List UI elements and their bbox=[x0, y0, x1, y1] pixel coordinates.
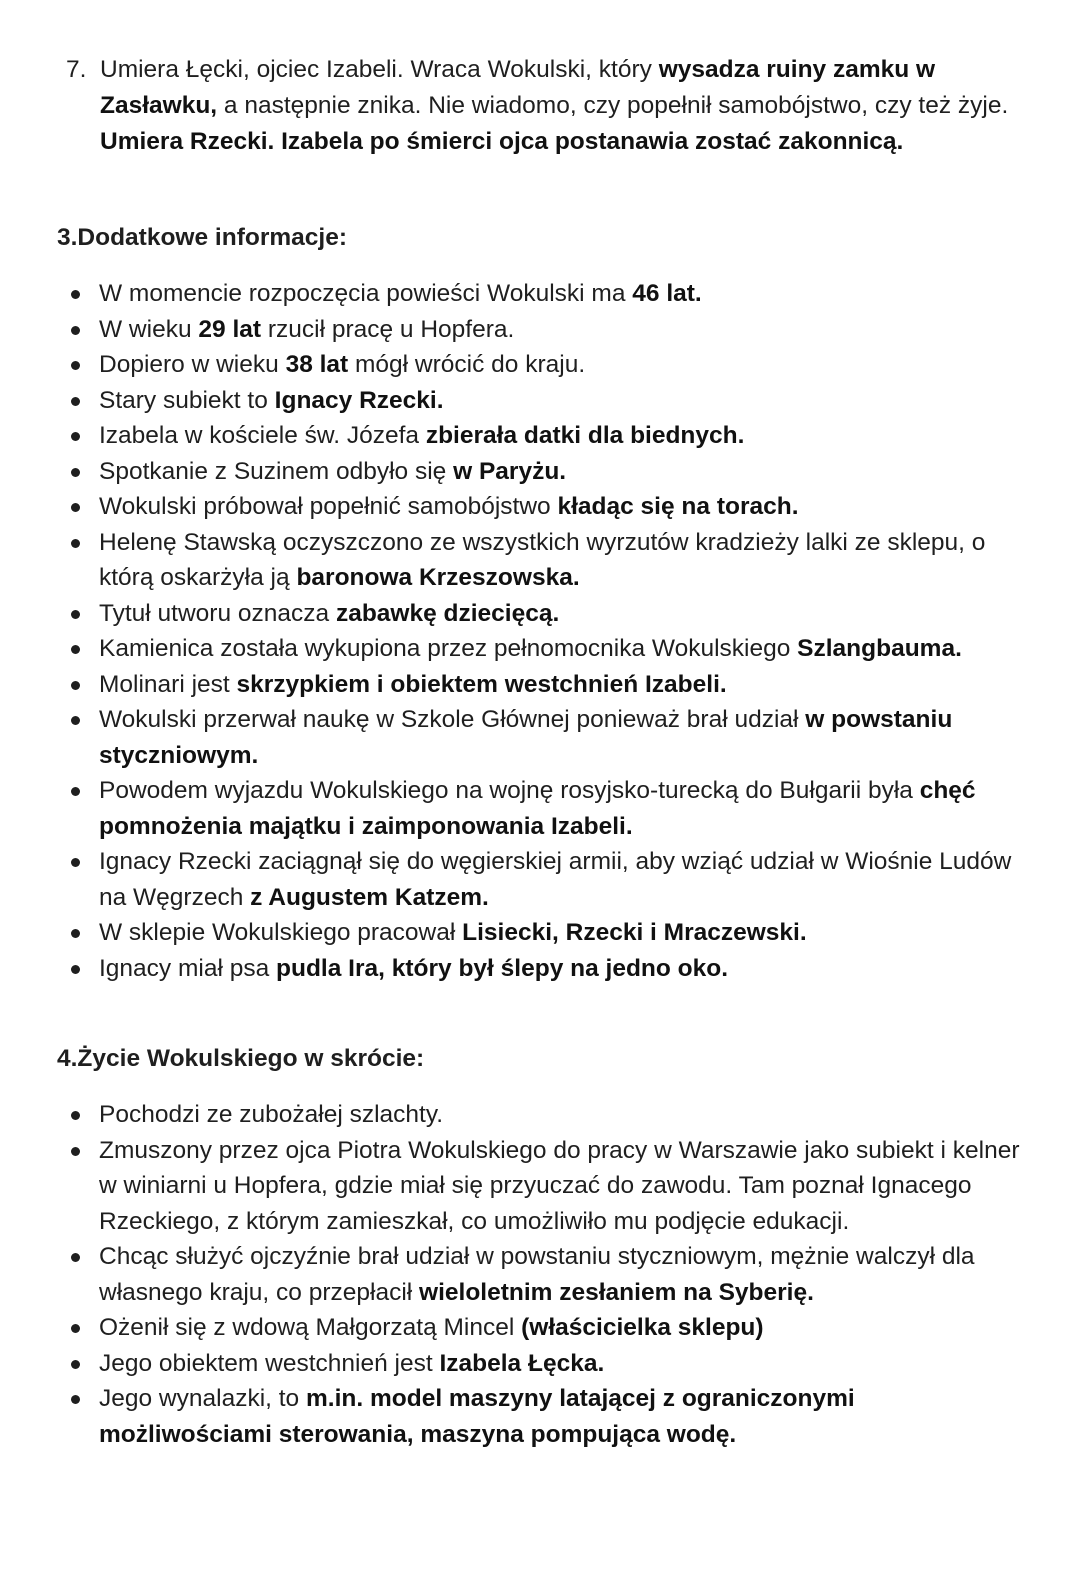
list-item bbox=[0, 702, 1080, 773]
bold-text: kładąc się na torach. bbox=[557, 493, 799, 520]
text: rzucił pracę u Hopfera. bbox=[261, 315, 515, 343]
list-item bbox=[0, 418, 1080, 454]
bold-text: zabawkę dziecięcą. bbox=[335, 599, 560, 627]
list-item bbox=[0, 667, 1080, 703]
list-item bbox=[0, 1310, 1080, 1346]
list-item bbox=[0, 1381, 1080, 1452]
text: mógł wrócić do kraju. bbox=[348, 351, 586, 378]
list-item bbox=[0, 383, 1080, 419]
bold-text: Lisiecki, Rzecki i Mraczewski. bbox=[462, 919, 807, 946]
bold-text: 46 lat. bbox=[632, 280, 702, 307]
list-item bbox=[0, 631, 1080, 667]
bold-text: w powstaniu styczniowym. bbox=[99, 706, 953, 769]
item-text bbox=[100, 52, 1026, 160]
bold-text: Izabela Łęcka. bbox=[439, 1349, 605, 1377]
item-number: 7. bbox=[66, 56, 87, 83]
section-4-list bbox=[0, 1097, 1080, 1452]
text: Helenę Stawską oczyszczono ze wszystkich wyrzutów kradzieży lalki ze sklepu, o którą oskarżyła ją bbox=[99, 528, 986, 591]
text: Chcąc służyć ojczyźnie brał udział w powstaniu styczniowym, mężnie walczył dla własnego kraju, co przepłacił bbox=[99, 1243, 975, 1306]
text: Umiera Łęcki, ojciec Izabeli. Wraca Wokulski, który bbox=[100, 56, 659, 83]
list-item bbox=[0, 1097, 1080, 1133]
text: a następnie znika. Nie wiadomo, czy popełnił samobójstwo, czy też żyje. bbox=[217, 92, 1009, 119]
text: Izabela w kościele św. Józefa bbox=[99, 422, 426, 449]
section-3-list bbox=[0, 276, 1080, 986]
text: Ignacy Rzecki zaciągnął się do węgierskiej armii, aby wziąć udział w Wiośnie Ludów na Węgrzech bbox=[99, 848, 1012, 911]
text: Zmuszony przez ojca Piotra Wokulskiego do pracy w Warszawie jako subiekt i kelner w winiarni u Hopfera, gdzie miał się przyuczać do zawodu. Tam poznał Ignacego Rzeckiego, z którym zamieszkał, co umożliwiło mu podjęcie edukacji. bbox=[99, 1136, 1020, 1235]
bold-text: zbierała datki dla biednych. bbox=[425, 422, 745, 449]
text: Dopiero w wieku bbox=[99, 351, 286, 378]
section-3-heading: 3.Dodatkowe informacje: bbox=[57, 224, 347, 251]
text: Molinari jest bbox=[99, 670, 237, 698]
numbered-item-7 bbox=[66, 52, 1026, 160]
bold-text: chęć pomnożenia majątku i zaimponowania Izabeli. bbox=[99, 777, 976, 840]
bold-text: skrzypkiem i obiektem westchnień Izabeli. bbox=[236, 670, 727, 698]
bold-text: Umiera Rzecki. Izabela po śmierci ojca postanawia zostać zakonnicą. bbox=[100, 128, 904, 155]
bold-text: Ignacy Rzecki. bbox=[274, 386, 444, 414]
text: Tytuł utworu oznacza bbox=[99, 599, 336, 627]
bold-text: m.in. model maszyny latającej z ograniczonymi możliwościami sterowania, maszyna pompująca wodę. bbox=[99, 1385, 855, 1448]
list-item bbox=[0, 773, 1080, 844]
text: Ożenił się z wdową Małgorzatą Mincel bbox=[99, 1314, 522, 1341]
bold-text: (właścicielka sklepu) bbox=[521, 1314, 764, 1341]
bold-text: pudla Ira, który był ślepy na jedno oko. bbox=[276, 954, 729, 982]
list-item bbox=[0, 951, 1080, 987]
list-item bbox=[0, 1133, 1080, 1240]
bold-text: 29 lat bbox=[198, 315, 262, 343]
text: Pochodzi ze zubożałej szlachty. bbox=[99, 1101, 444, 1128]
list-item bbox=[0, 347, 1080, 383]
list-item bbox=[0, 844, 1080, 915]
bold-text: Szlangbauma. bbox=[797, 635, 962, 662]
text: W wieku bbox=[99, 315, 199, 343]
bold-text: wieloletnim zesłaniem na Syberię. bbox=[419, 1278, 814, 1306]
text: Ignacy miał psa bbox=[99, 954, 277, 982]
text: Wokulski próbował popełnić samobójstwo bbox=[99, 493, 558, 520]
bold-text: z Augustem Katzem. bbox=[250, 883, 489, 911]
section-4-heading: 4.Życie Wokulskiego w skrócie: bbox=[57, 1045, 425, 1072]
text: W momencie rozpoczęcia powieści Wokulski ma bbox=[99, 280, 633, 307]
list-item bbox=[0, 915, 1080, 951]
text: W sklepie Wokulskiego pracował bbox=[99, 919, 463, 946]
list-item bbox=[0, 276, 1080, 312]
text: Jego wynalazki, to bbox=[99, 1385, 306, 1412]
text: Stary subiekt to bbox=[99, 386, 275, 414]
bold-text: wysadza ruiny zamku w Zasławku, bbox=[100, 56, 936, 119]
list-item bbox=[0, 312, 1080, 348]
bold-text: baronowa Krzeszowska. bbox=[296, 564, 580, 591]
list-item bbox=[0, 525, 1080, 596]
text: Kamienica została wykupiona przez pełnomocnika Wokulskiego bbox=[99, 635, 798, 662]
list-item bbox=[0, 489, 1080, 525]
text: Spotkanie z Suzinem odbyło się bbox=[99, 457, 454, 485]
text: Wokulski przerwał naukę w Szkole Głównej ponieważ brał udział bbox=[99, 706, 806, 733]
list-item bbox=[0, 596, 1080, 632]
list-item bbox=[0, 1346, 1080, 1382]
text: Powodem wyjazdu Wokulskiego na wojnę rosyjsko-turecką do Bułgarii była bbox=[99, 777, 920, 804]
bold-text: 38 lat bbox=[285, 351, 349, 378]
list-item bbox=[0, 1239, 1080, 1310]
list-item bbox=[0, 454, 1080, 490]
text: Jego obiektem westchnień jest bbox=[99, 1349, 440, 1377]
bold-text: w Paryżu. bbox=[453, 457, 567, 485]
